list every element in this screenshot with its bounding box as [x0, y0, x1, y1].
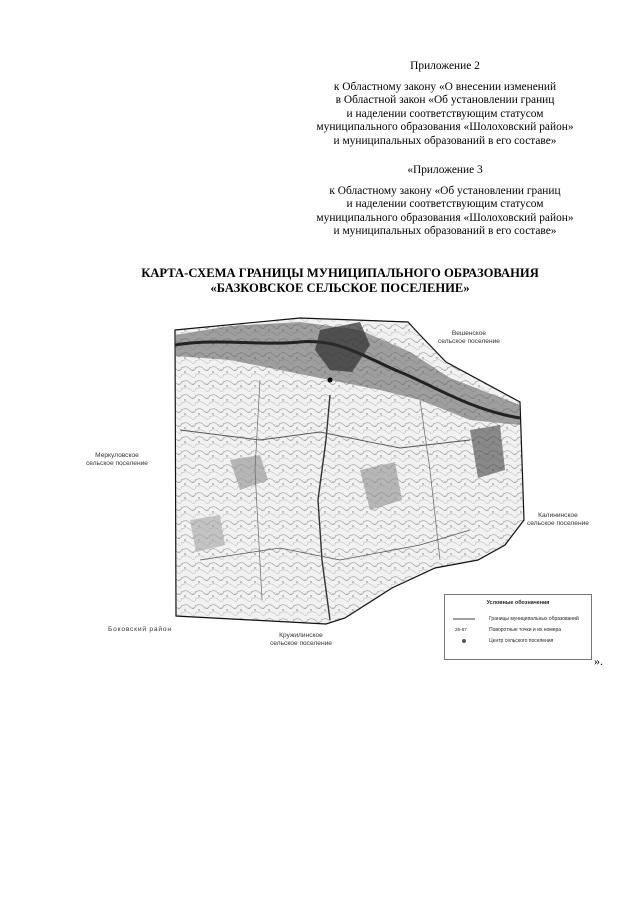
title-line-2: «БАЗКОВСКОЕ СЕЛЬСКОЕ ПОСЕЛЕНИЕ»	[210, 281, 470, 295]
legend-row	[451, 615, 587, 623]
dot-icon	[451, 637, 477, 645]
legend-title: Условные обозначения	[486, 600, 550, 606]
legend-text: Центр сельского поселения	[489, 638, 554, 644]
map-area	[175, 318, 524, 624]
settlement-center-marker	[328, 378, 333, 383]
boundary-line-icon	[451, 615, 477, 623]
label-kruzhilinskoe: Кружилинское сельское поселение	[270, 632, 332, 647]
appendix-2-line: Приложение 2	[410, 60, 480, 72]
appendix-2-line: и муниципальных образований в его составе»	[333, 134, 557, 147]
label-merkulovskoe: Меркуловское сельское поселение	[86, 452, 148, 467]
appendix-3-line: и наделении соответствующим статусом	[346, 198, 544, 211]
point-number-icon: 25-67	[455, 627, 467, 632]
appendix-2-line: муниципального образования «Шолоховский район»	[316, 121, 574, 134]
legend-row	[451, 637, 587, 645]
title-line-1: КАРТА-СХЕМА ГРАНИЦЫ МУНИЦИПАЛЬНОГО ОБРАЗОВАНИЯ	[141, 266, 539, 280]
appendix-3-line: «Приложение 3	[407, 164, 483, 176]
appendix-3-line: муниципального образования «Шолоховский район»	[316, 211, 574, 224]
appendix-2-line: в Областной закон «Об установлении границ	[335, 94, 555, 107]
label-bokovsky: Боковский район	[108, 626, 172, 633]
appendix-2-line: к Областному закону «О внесении изменений	[333, 80, 557, 93]
legend-row	[451, 626, 587, 634]
label-kalininskoe: Калининское сельское поселение	[527, 512, 589, 527]
legend-text: Границы муниципальных образований	[489, 616, 579, 622]
legend-text: Поворотные точки и их номера	[489, 627, 562, 633]
map-legend	[444, 594, 592, 660]
appendix-3-line: и муниципальных образований в его составе»	[333, 225, 557, 238]
appendix-3-line: к Областному закону «Об установлении границ	[329, 184, 561, 197]
label-veshenskoe: Вешенское сельское поселение	[438, 330, 500, 345]
closing-quote: ».	[594, 654, 603, 668]
appendix-2-line: и наделении соответствующим статусом	[346, 107, 544, 120]
